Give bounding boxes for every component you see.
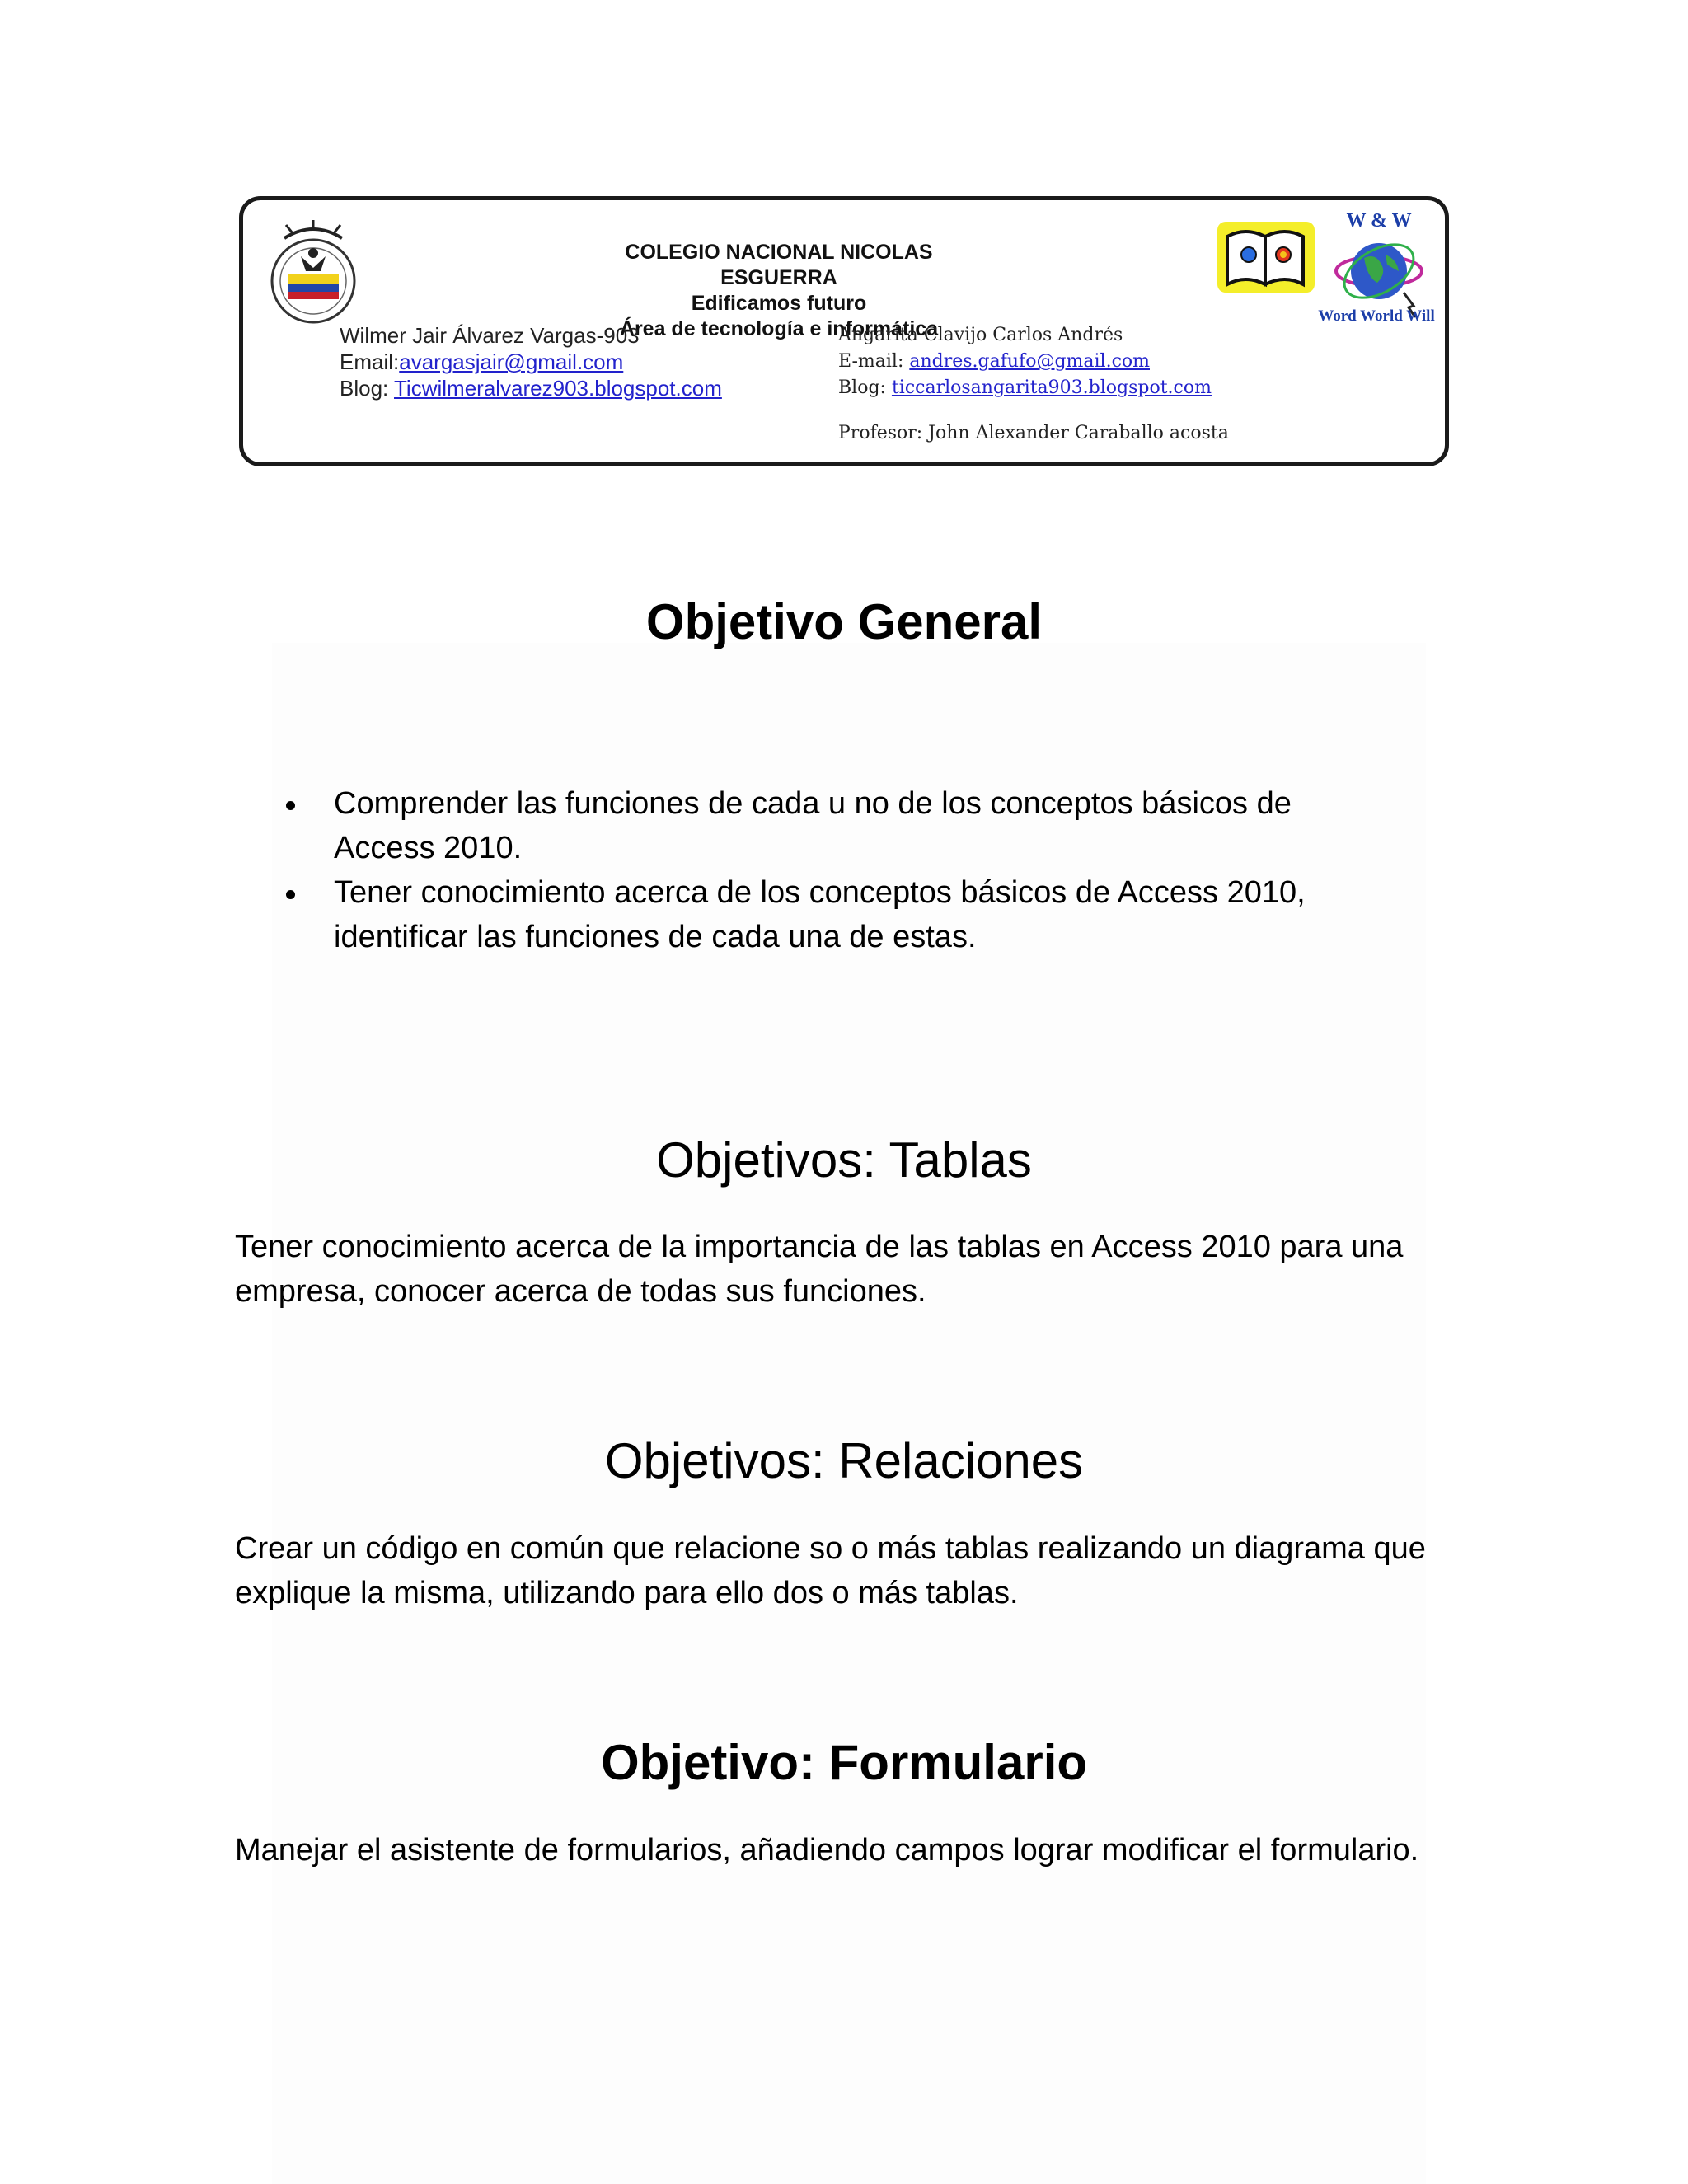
www-letters: W & W — [1346, 210, 1412, 232]
section-text-tablas: Tener conocimiento acerca de la importancia de las tablas en Access 2010 para una empresa, conocer acerca de todas sus funciones. — [235, 1230, 1404, 1309]
professor-name: Profesor: John Alexander Caraballo acosta — [838, 423, 1229, 443]
student-one-blog-link[interactable]: Ticwilmeralvarez903.blogspot.com — [394, 376, 722, 401]
student-one-info — [340, 322, 722, 401]
student-two-blog-row — [838, 375, 1212, 401]
section-title-general: Objetivo General — [645, 594, 1043, 649]
school-crest-icon — [268, 217, 359, 332]
school-motto: Edificamos futuro — [691, 292, 867, 315]
logo-caption: Word World Will — [1318, 307, 1435, 325]
student-two-info — [838, 322, 1212, 401]
list-item — [0, 781, 1389, 870]
list-item — [0, 870, 1389, 959]
section-title-tablas: Objetivos: Tablas — [656, 1132, 1032, 1188]
student-two-email-row — [838, 349, 1212, 375]
section-text-formulario: Manejar el asistente de formularios, añadiendo campos lograr modificar el formulario. — [235, 1833, 1419, 1868]
student-one-name: Wilmer Jair Álvarez Vargas-903 — [340, 323, 640, 348]
email-label: Email: — [340, 349, 400, 374]
globe-icon — [1329, 207, 1428, 322]
bullet-icon — [286, 890, 295, 899]
student-two-name: Angarita Clavijo Carlos Andrés — [838, 325, 1123, 345]
bullet-text: Tener conocimiento acerca de los conceptos básicos de Access 2010, identificar las funciones de cada una de estas. — [334, 875, 1306, 954]
student-one-email-row — [340, 349, 722, 375]
student-two-blog-link[interactable]: ticcarlosangarita903.blogspot.com — [891, 377, 1212, 398]
student-two-email-link[interactable]: andres.gafufo@gmail.com — [909, 351, 1150, 372]
email-label: E-mail: — [838, 351, 910, 372]
section-text-relaciones: Crear un código en común que relacione so o más tablas realizando un diagrama que explique la misma, utilizando para ello dos o más tablas. — [235, 1531, 1426, 1610]
school-name: COLEGIO NACIONAL NICOLAS ESGUERRA — [625, 241, 933, 289]
open-book-icon — [1216, 218, 1316, 296]
bullet-text: Comprender las funciones de cada u no de los conceptos básicos de Access 2010. — [334, 786, 1292, 865]
general-objectives-list — [0, 781, 1389, 959]
bullet-icon — [286, 801, 295, 810]
section-title-relaciones: Objetivos: Relaciones — [604, 1433, 1084, 1488]
header-banner — [239, 196, 1449, 466]
blog-label: Blog: — [838, 377, 892, 398]
school-area: Área de tecnología e informática — [619, 317, 939, 340]
section-title-formulario: Objetivo: Formulario — [600, 1735, 1088, 1790]
student-one-blog-row — [340, 375, 722, 401]
student-one-email-link[interactable]: avargasjair@gmail.com — [399, 349, 624, 374]
blog-label: Blog: — [340, 376, 395, 401]
